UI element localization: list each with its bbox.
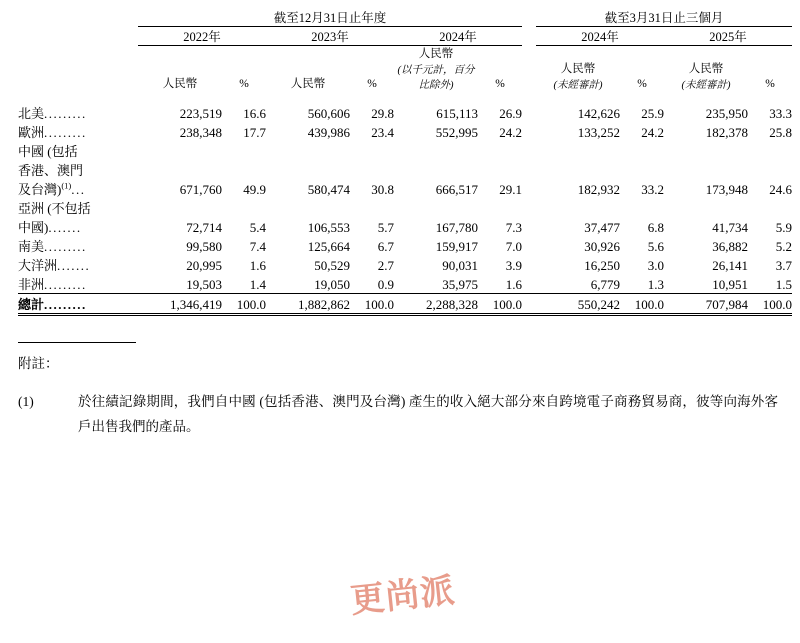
cell [138, 141, 222, 160]
table-row [18, 122, 792, 141]
cell [138, 160, 222, 179]
footnote-marker: (1) [61, 180, 72, 191]
table-row [18, 160, 792, 179]
cell [350, 198, 394, 217]
cell: 19,503 [186, 277, 222, 293]
cell [394, 160, 478, 179]
footnote-number: (1) [18, 394, 34, 410]
row-label-china-line3: 及台灣)$^{(1)}$... [18, 180, 86, 198]
cell: 235,950 [705, 106, 749, 122]
cell: 17.7 [243, 125, 266, 141]
cell [138, 198, 222, 217]
cell [536, 160, 620, 179]
subheader-currency-2023: 人民幣 [290, 78, 326, 91]
cell: 2.7 [377, 258, 394, 274]
cell: 182,932 [577, 182, 621, 198]
cell: 29.1 [499, 182, 523, 198]
cell: 5.4 [249, 220, 266, 236]
table-row [18, 198, 792, 217]
cell [222, 160, 266, 179]
row-gap [522, 179, 536, 198]
cell [478, 141, 522, 160]
cell: 142,626 [577, 106, 621, 122]
cell: 72,714 [186, 220, 222, 236]
row-gap [522, 198, 536, 217]
cell: 16.6 [243, 106, 266, 122]
cell [620, 160, 664, 179]
subheader-currency-2022: 人民幣 [162, 78, 198, 91]
cell [748, 141, 792, 160]
cell: 100.0 [748, 294, 792, 315]
footnote-text: 於往績記錄期間，我們自中國 (包括香港、澳門及台灣) 產生的收入絕大部分來自跨境電子商務貿易商，彼等向海外客戶出售我們的產品。 [78, 394, 778, 435]
cell: 5.2 [775, 239, 793, 255]
table-row [18, 179, 792, 198]
corner-cell-2 [18, 27, 138, 46]
cell: 33.3 [769, 106, 793, 122]
table-group-header-row [18, 8, 792, 27]
subheader-pct-2023: % [367, 78, 377, 91]
row-gap [522, 255, 536, 274]
cell [266, 141, 350, 160]
cell: 50,529 [314, 258, 350, 274]
cell: 33.2 [641, 182, 665, 198]
cell [222, 141, 266, 160]
cell [620, 141, 664, 160]
cell [478, 160, 522, 179]
cell: 41,734 [712, 220, 749, 236]
cell: 7.4 [249, 239, 266, 255]
cell [394, 141, 478, 160]
header-gap-2 [522, 27, 536, 46]
corner-cell-3 [18, 46, 138, 94]
cell: 25.8 [769, 125, 793, 141]
row-gap [522, 274, 536, 294]
cell: 25.9 [641, 106, 665, 122]
cell: 30.8 [371, 182, 394, 198]
year-header-q2024: 2024年 [536, 27, 664, 46]
cell: 1.5 [775, 277, 793, 293]
cell: 580,474 [307, 182, 350, 198]
cell: 6,779 [590, 277, 621, 293]
watermark: 更尚派 [348, 572, 458, 621]
subheader-unaudited-q2025: (未經審計) [681, 79, 731, 91]
cell: 707,984 [664, 294, 748, 315]
cell [748, 198, 792, 217]
cell [620, 198, 664, 217]
table-row [18, 236, 792, 255]
header-spacer-row [18, 93, 792, 103]
cell [536, 141, 620, 160]
cell: 26,141 [712, 258, 749, 274]
table-row [18, 255, 792, 274]
row-label-oceania: 大洋洲....... [18, 258, 91, 274]
cell: 2,288,328 [394, 294, 478, 315]
row-label-europe: 歐洲......... [18, 125, 87, 141]
cell: 560,606 [307, 106, 350, 122]
row-label-china-line2: 香港、澳門 [18, 163, 84, 179]
table-row [18, 217, 792, 236]
table-sub-header-row [18, 46, 792, 94]
cell: 550,242 [536, 294, 620, 315]
row-gap [522, 294, 536, 315]
cell: 173,948 [705, 182, 749, 198]
cell: 1.6 [505, 277, 523, 293]
subheader-pct-q2024: % [637, 78, 647, 91]
table-row [18, 141, 792, 160]
cell: 5.7 [377, 220, 394, 236]
cell: 20,995 [186, 258, 222, 274]
footnote-divider [18, 342, 136, 343]
cell [350, 141, 394, 160]
cell: 16,250 [584, 258, 621, 274]
cell: 29.8 [371, 106, 394, 122]
cell: 6.7 [377, 239, 394, 255]
cell: 100.0 [222, 294, 266, 315]
subheader-currency-q2025: 人民幣 (未經審計) [664, 46, 748, 94]
subheader-currency-2024: 人民幣 (以千元計，百分比除外) [394, 46, 478, 94]
revenue-by-region-table [18, 8, 792, 316]
cell: 100.0 [620, 294, 664, 315]
group-header-annual: 截至12月31日止年度 [138, 8, 522, 27]
header-gap-3 [522, 46, 536, 94]
table-row [18, 274, 792, 294]
subheader-unaudited-q2024: (未經審計) [553, 79, 603, 91]
table-total-row [18, 294, 792, 315]
year-header-2023: 2023年 [266, 27, 394, 46]
cell [748, 160, 792, 179]
cell: 100.0 [350, 294, 394, 315]
cell: 1.4 [249, 277, 266, 293]
corner-cell [18, 8, 138, 27]
cell: 1.3 [647, 277, 665, 293]
footnote-item [18, 390, 778, 440]
cell: 6.8 [647, 220, 665, 236]
cell: 1.6 [249, 258, 266, 274]
row-gap [522, 217, 536, 236]
cell: 615,113 [436, 106, 478, 122]
cell: 5.6 [647, 239, 665, 255]
row-label-north-america: 北美......... [18, 106, 87, 122]
cell: 133,252 [577, 125, 621, 141]
cell [394, 198, 478, 217]
cell: 439,986 [307, 125, 350, 141]
cell: 3.0 [647, 258, 665, 274]
row-label-total: 總計......... [18, 294, 138, 315]
cell: 37,477 [584, 220, 621, 236]
cell: 30,926 [584, 239, 621, 255]
cell: 35,975 [442, 277, 478, 293]
cell: 167,780 [435, 220, 478, 236]
row-label-south-america: 南美......... [18, 239, 87, 255]
cell: 182,378 [705, 125, 749, 141]
cell: 36,882 [712, 239, 749, 255]
cell: 49.9 [243, 182, 266, 198]
cell: 1,882,862 [266, 294, 350, 315]
cell: 3.7 [775, 258, 793, 274]
row-label-asia-line2: 中國)....... [18, 220, 82, 236]
subheader-unit-note: (以千元計，百分比除外) [397, 64, 475, 91]
cell: 7.3 [505, 220, 523, 236]
cell: 238,348 [179, 125, 222, 141]
cell: 24.6 [769, 182, 793, 198]
row-gap [522, 160, 536, 179]
cell: 671,760 [179, 182, 222, 198]
cell: 10,951 [712, 277, 749, 293]
cell [350, 160, 394, 179]
row-gap [522, 103, 536, 122]
cell: 100.0 [478, 294, 522, 315]
row-gap [522, 141, 536, 160]
cell [664, 141, 748, 160]
group-header-quarter: 截至3月31日止三個月 [536, 8, 792, 27]
cell: 159,917 [435, 239, 478, 255]
cell: 26.9 [499, 106, 523, 122]
cell [222, 198, 266, 217]
cell [266, 198, 350, 217]
cell: 106,553 [307, 220, 350, 236]
cell: 5.9 [775, 220, 793, 236]
cell [536, 198, 620, 217]
row-label-asia-line1: 亞洲 (不包括 [18, 201, 91, 217]
cell: 552,995 [435, 125, 478, 141]
subheader-currency-q2024: 人民幣 (未經審計) [536, 46, 620, 94]
subheader-pct-q2025: % [765, 78, 775, 91]
row-label-china-line1: 中國 (包括 [18, 144, 78, 160]
row-gap [522, 236, 536, 255]
header-spacer-cell [18, 93, 792, 103]
cell: 90,031 [442, 258, 478, 274]
cell: 19,050 [314, 277, 350, 293]
year-header-q2025: 2025年 [664, 27, 792, 46]
cell: 23.4 [371, 125, 394, 141]
year-header-2024: 2024年 [394, 27, 522, 46]
footnote-title: 附註： [18, 356, 59, 372]
cell: 99,580 [186, 239, 222, 255]
cell: 666,517 [435, 182, 478, 198]
header-gap [522, 8, 536, 27]
table-row [18, 103, 792, 122]
cell: 3.9 [505, 258, 523, 274]
cell [478, 198, 522, 217]
cell: 24.2 [641, 125, 665, 141]
cell: 7.0 [505, 239, 523, 255]
year-header-2022: 2022年 [138, 27, 266, 46]
cell: 1,346,419 [138, 294, 222, 315]
cell: 223,519 [179, 106, 222, 122]
subheader-pct-2024: % [495, 78, 505, 91]
row-label-africa: 非洲......... [18, 277, 87, 293]
cell: 0.9 [377, 277, 394, 293]
cell [664, 160, 748, 179]
cell: 125,664 [307, 239, 350, 255]
table-year-header-row [18, 27, 792, 46]
document-page [0, 8, 800, 643]
subheader-pct-2022: % [239, 78, 249, 91]
footnotes-section [18, 342, 778, 440]
cell [664, 198, 748, 217]
table-body [18, 103, 792, 315]
cell: 24.2 [499, 125, 523, 141]
cell [266, 160, 350, 179]
row-gap [522, 122, 536, 141]
